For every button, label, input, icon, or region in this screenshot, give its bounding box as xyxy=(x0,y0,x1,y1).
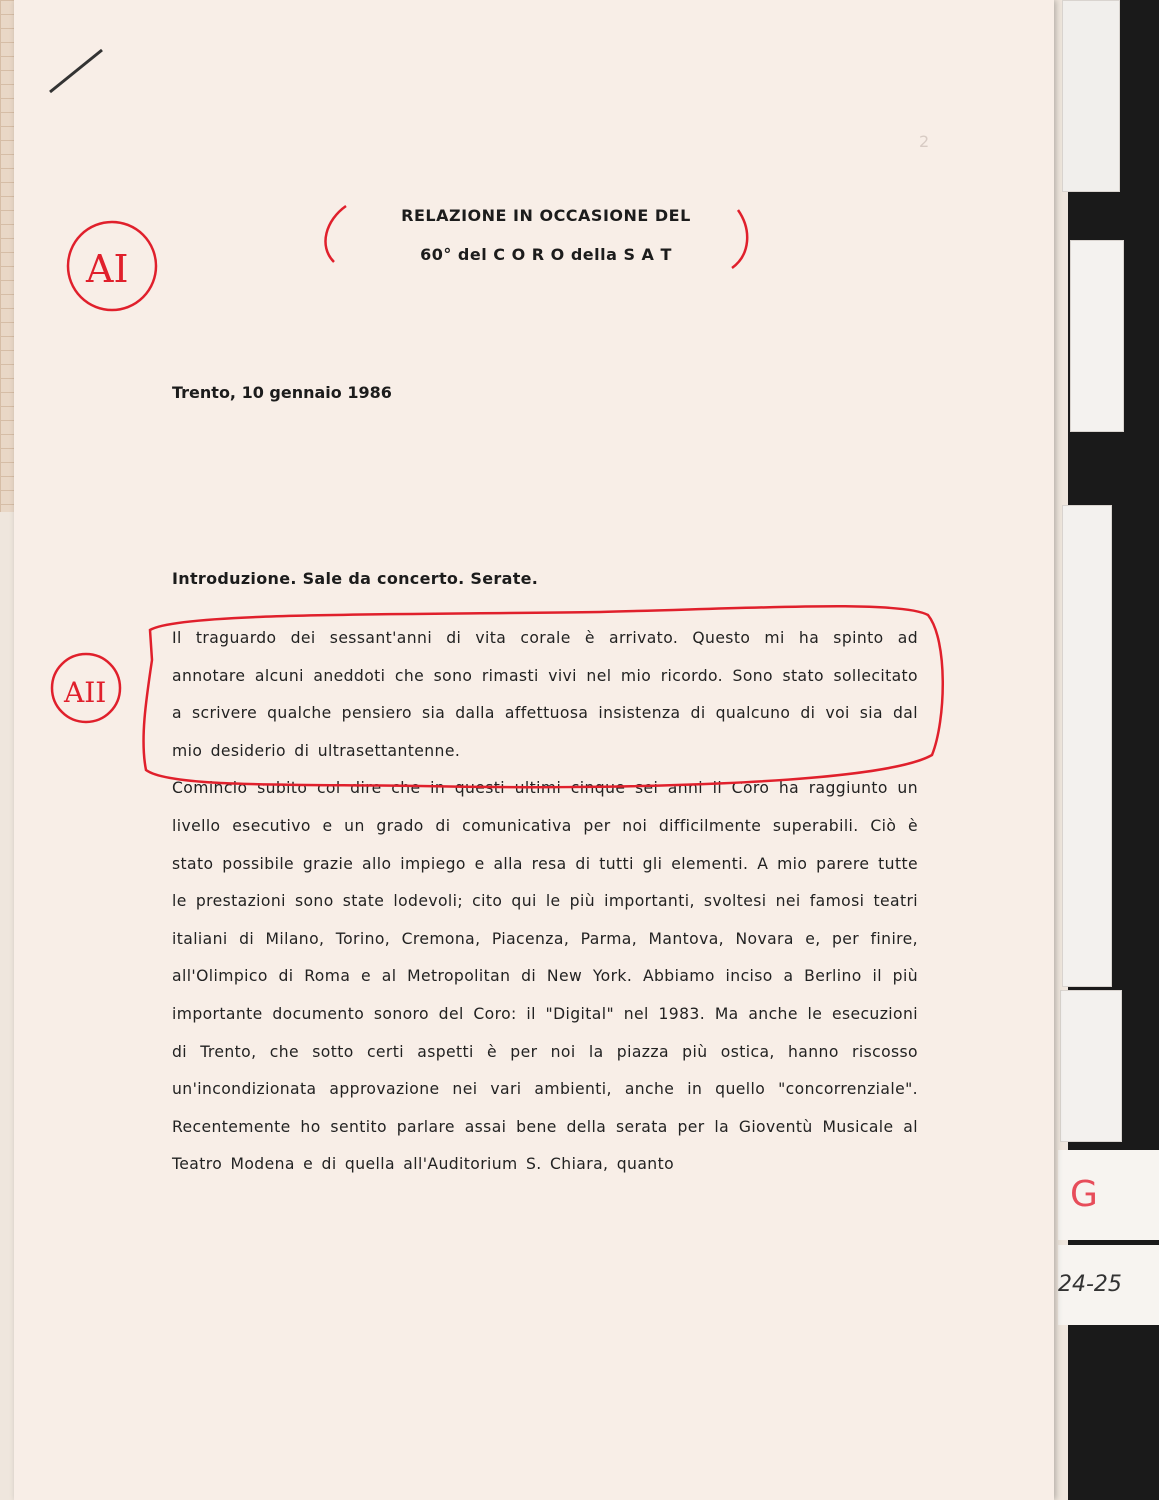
paragraph-enclosure xyxy=(144,606,943,787)
pencil-mark xyxy=(50,50,102,92)
title-line-2: 60° del C O R O della S A T xyxy=(420,245,672,264)
tab-number-text: 24-25 xyxy=(1058,1272,1122,1297)
title-bracket-left xyxy=(325,206,346,262)
page-number: 2 xyxy=(919,132,930,151)
title-bracket-right xyxy=(732,210,747,268)
tab-letter-text: G xyxy=(1070,1174,1098,1215)
paragraph-2: Comincio subito col dire che in questi ultimi cinque sei anni il Coro ha raggiunto un livello esecutivo e un grado di comunicativa per noi difficilmente superabili. Ciò è stato possibile grazie allo impiego e alla resa di tutti gli elementi. A mio parere tutte le prestazioni sono state lodevoli; cito qui le più importanti, svoltesi nei famosi teatri italiani di Milano, Torino, Cremona, Piacenza, Parma, Mantova, Novara e, per finire, all'Olimpico di Roma e al Metropolitan di New York. Abbiamo inciso a Berlino il più importante documento sonoro del Coro: il "Digital" nel 1983. Ma anche le esecuzioni di Trento, che sotto certi aspetti è per noi la piazza più ostica, hanno riscosso un'incondizionata approvazione nei vari ambienti, anche in quello "concorrenziale". Recentemente ho sentito parlare assai bene della serata per la Gioventù Musicale al Teatro Modena e di quella all'Auditorium S. Chiara, quanto xyxy=(172,779,918,1174)
paragraph-1: Il traguardo dei sessant'anni di vita corale è arrivato. Questo mi ha spinto ad annotare alcuni aneddoti che sono rimasti vivi nel mio ricordo. Sono stato sollecitato a scrivere qualche pensiero sia dalla affettuosa insistenza di qualcuno di voi sia dal mio desiderio di ultrasettantenne. xyxy=(172,629,918,760)
document-date: Trento, 10 gennaio 1986 xyxy=(172,383,392,402)
section-heading: Introduzione. Sale da concerto. Serate. xyxy=(172,569,539,588)
title-line-1: RELAZIONE IN OCCASIONE DEL xyxy=(401,206,691,225)
annotation-mark-1: AI xyxy=(86,247,129,291)
annotation-mark-2: AII xyxy=(64,676,107,709)
